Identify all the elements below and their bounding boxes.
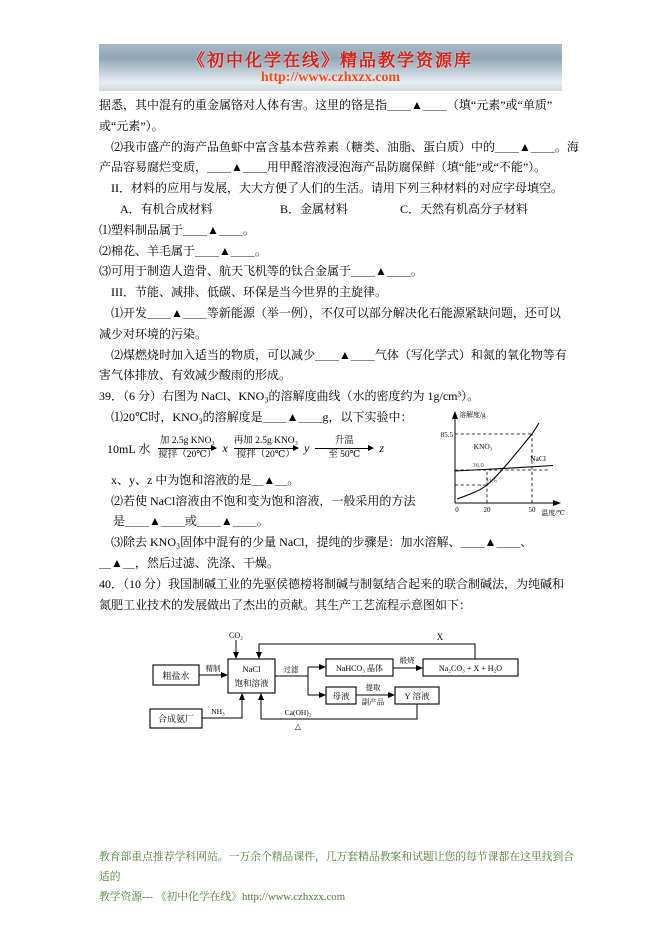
question-39-block xyxy=(99,407,566,532)
refine-arrowhead-icon xyxy=(221,672,228,678)
footer-line-2: 教学资源--- 《初中化学在线》http://www.czhxzx.com xyxy=(99,891,346,903)
nh3-label: NH₃ xyxy=(211,707,225,717)
nacl-label-2: 饱和溶液 xyxy=(234,678,269,689)
line-q39-stem: 39．（6 分）右图为 NaCl、KNO₃的溶解度曲线（水的密度约为 1g/cm³）。 xyxy=(99,389,480,404)
footer-line-1: 教育部重点推荐学科网站。一万余个精品课件，几万套精品教案和试题让您的每节课都在这里找到合适的 xyxy=(99,851,575,883)
series-label-nacl: NaCl xyxy=(530,453,546,463)
nahco3-label: NaHCO₃ 晶体 xyxy=(335,664,384,674)
x-recycle-arrowhead-icon xyxy=(256,652,262,659)
experiment-start: 10mL 水 xyxy=(107,442,151,457)
y-axis-arrow-icon xyxy=(452,411,458,419)
solubility-chart xyxy=(441,407,566,525)
site-banner-url: http://www.czhxzx.com xyxy=(260,69,401,85)
filter-top-arrowhead-icon xyxy=(319,664,326,670)
extract-label: 提取 xyxy=(365,683,381,693)
option-a: A．有机合成材料 xyxy=(120,201,213,216)
line-seafood-2: 产品容易腐烂变质，＿＿▲＿＿用甲醛溶液浸泡海产品防腐保鲜（填“能”或“不能”）。 xyxy=(99,160,547,175)
experiment-step-2 xyxy=(234,436,298,461)
value-85-5: 85.5 xyxy=(441,430,453,439)
step3-top-label: 升温 xyxy=(334,436,354,447)
step2-top-label: 再加 2.5g KNO₃ xyxy=(233,436,298,447)
option-b: B．金属材料 xyxy=(280,201,349,216)
tick-0: 0 xyxy=(455,505,459,514)
right-arrow-icon xyxy=(158,448,216,449)
right-arrow-icon xyxy=(234,448,298,449)
tick-20: 20 xyxy=(483,505,491,514)
filter-bottom-arrowhead-icon xyxy=(319,692,326,698)
calcine-label: 煅烧 xyxy=(399,656,415,666)
byproduct-label: 副产品 xyxy=(361,697,385,707)
line-plastics: ⑴塑料制品属于＿＿▲＿＿。 xyxy=(99,222,255,237)
line-new-energy-1: ⑴开发＿＿▲＿＿等新能源（举一例），不仅可以部分解决化石能源紧缺问题，还可以 xyxy=(111,305,561,320)
line-new-energy-2: 减少对环境的污染。 xyxy=(99,326,208,341)
page-footer xyxy=(99,847,579,907)
x-recycle-line xyxy=(259,644,475,659)
step2-bottom-label: 搅拌（20℃） xyxy=(236,450,295,461)
tick-50: 50 xyxy=(528,505,536,514)
line-cotton-wool: ⑵棉花、羊毛属于＿＿▲＿＿。 xyxy=(99,243,267,258)
ammonia-plant-label: 合成氨厂 xyxy=(157,714,195,725)
site-banner xyxy=(99,44,562,91)
step1-bottom-label: 搅拌（20℃） xyxy=(158,450,217,461)
experiment-step-1 xyxy=(158,436,216,461)
line-coal-2: 害气体排放、有效减少酸雨的形成。 xyxy=(99,368,292,383)
line-q40-stem-2: 氮肥工业技术的发展做出了杰出的贡献。其生产工艺流程示意图如下： xyxy=(99,597,472,612)
production-flowchart xyxy=(143,621,543,737)
extract-arrowhead-icon xyxy=(388,692,395,698)
line-materials-intro: II．材料的应用与发展，大大方便了人们的生活。请用下列三种材料的对应字母填空。 xyxy=(111,181,563,196)
refine-label: 精制 xyxy=(205,664,221,674)
line-seafood-1: ⑵我市盛产的海产品鱼虾中富含基本营养素（糖类、油脂、蛋白质）中的＿＿▲＿＿。海 xyxy=(111,139,579,154)
line-q39-3: ⑵若使 NaCl溶液由不饱和变为饱和溶液，一般采用的方法 xyxy=(111,493,416,508)
nacl-curve xyxy=(455,465,553,471)
value-36-0: 36.0 xyxy=(472,461,484,469)
material-options-row xyxy=(99,199,566,220)
value-31-6: 31.6 xyxy=(485,477,497,485)
nacl-label-1: NaCl xyxy=(242,664,261,675)
exam-body xyxy=(99,95,579,741)
line-q39-5: ⑶除去 KNO₃固体中混有的少量 NaCl，提纯的步骤是：加水溶解、＿＿▲＿＿、 xyxy=(111,535,533,550)
line-coal-1: ⑵煤燃烧时加入适当的物质，可以减少＿＿▲＿＿气体（写化学式）和氮的氧化物等有 xyxy=(111,347,567,362)
result-y: y xyxy=(303,441,310,456)
nh3-arrowhead-icon xyxy=(239,693,245,700)
x-axis-arrow-icon xyxy=(553,500,561,506)
chart-y-label: 溶解度/g xyxy=(459,410,486,419)
line-q39-2: x、y、z 中为饱和溶液的是＿▲＿。 xyxy=(111,472,300,487)
na2co3-label: Na₂CO₃ + X + H₂O xyxy=(438,664,503,674)
co2-arrowhead-icon xyxy=(233,652,239,659)
step3-bottom-label: 至 50℃ xyxy=(328,450,361,461)
line-q40-stem-1: 40．（10 分）我国制碱工业的先驱侯德榜将制碱与制氨结合起来的联合制碱法，为纯碱和 xyxy=(99,576,565,591)
y-solution-label: Y 溶液 xyxy=(404,691,430,702)
line-q39-1: ⑴20℃时，KNO₃的溶解度是＿＿▲＿＿g，以下实验中： xyxy=(111,409,413,424)
brine-label: 粗盐水 xyxy=(162,671,190,682)
x-recycle-label: X xyxy=(436,632,444,643)
filter-label: 过滤 xyxy=(283,665,299,675)
line-q39-4: 是＿＿▲＿＿或＿＿▲＿＿。 xyxy=(113,514,269,529)
co2-label: CO₂ xyxy=(229,631,243,641)
caoh2-arrowhead-icon xyxy=(258,693,264,700)
series-label-kno3: KNO₃ xyxy=(473,441,493,451)
caoh2-label: Ca(OH)₂ xyxy=(284,708,312,718)
right-arrow-icon xyxy=(315,448,373,449)
calcine-arrowhead-icon xyxy=(416,665,423,671)
line-q39-6: ＿▲＿，然后过滤、洗涤、干燥。 xyxy=(99,555,279,570)
chart-x-label: 温度/℃ xyxy=(541,508,565,517)
site-banner-title: 《初中化学在线》精品教学资源库 xyxy=(188,50,473,70)
experiment-step-3 xyxy=(315,436,373,461)
line-chromium-1: 据悉，其中混有的重金属铬对人体有害。这里的铬是指＿＿▲＿＿（填“元素”或“单质” xyxy=(99,98,553,112)
result-x: x xyxy=(222,441,228,456)
line-energy-intro: III．节能、减排、低碳、环保是当今世界的主旋律。 xyxy=(111,285,387,300)
result-z: z xyxy=(379,441,384,456)
mother-liquor-label: 母液 xyxy=(332,691,350,702)
step1-top-label: 加 2.5g KNO₃ xyxy=(159,436,215,447)
option-c: C．天然有机高分子材料 xyxy=(400,201,529,216)
line-titanium: ⑶可用于制造人造骨、航天飞机等的钛合金属于＿＿▲＿＿。 xyxy=(99,264,423,279)
delta-heat-icon: △ xyxy=(294,722,302,732)
line-chromium-2: 或“元素”）。 xyxy=(99,118,164,133)
